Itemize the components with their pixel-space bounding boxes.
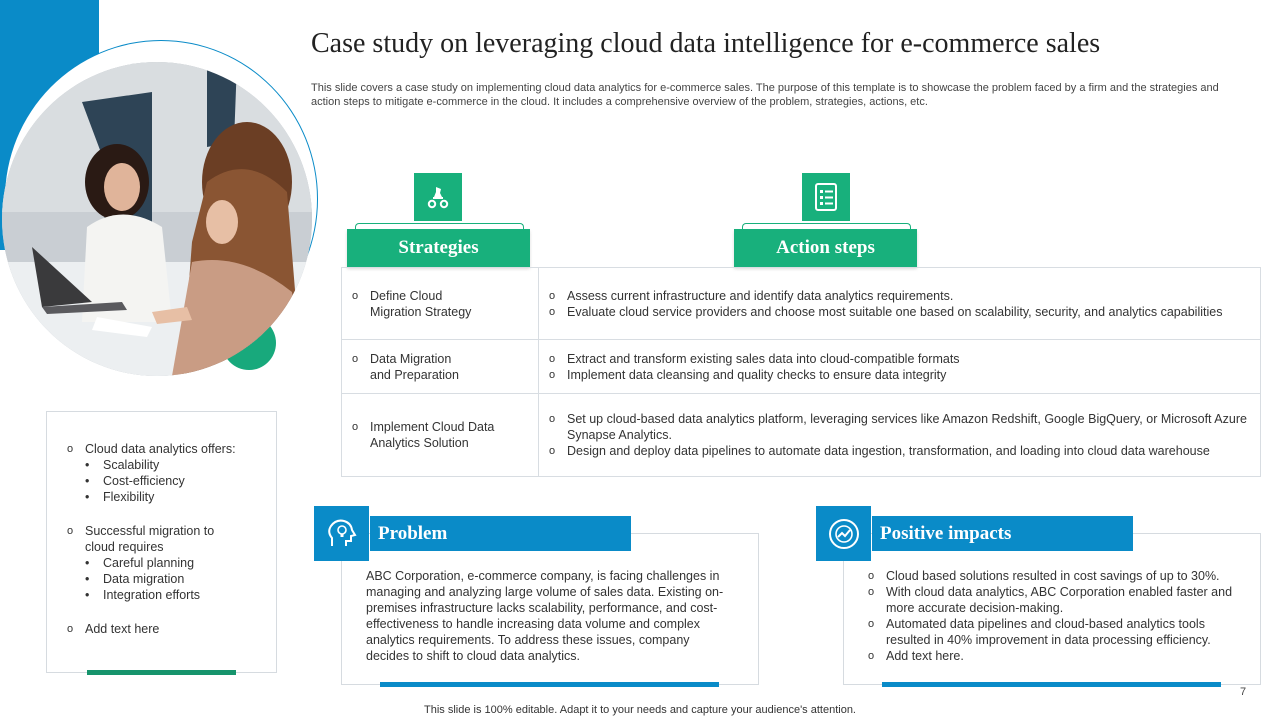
action-item: o Design and deploy data pipelines to automate data ingestion, transformation, and loading into cloud data warehouse [549,443,1250,459]
actions-cell [539,394,1261,477]
action-item: o Evaluate cloud service providers and choose most suitable one based on scalability, security, and analytics capabilities [549,304,1250,320]
team-photo [2,62,312,376]
problem-icon [314,506,369,561]
problem-card [341,533,759,685]
benefits-box [46,411,277,673]
strategy-line: Implement Cloud Data [370,420,495,434]
action-item: o Extract and transform existing sales data into cloud-compatible formats [549,351,1250,367]
group-label: o Add text here [67,621,266,637]
page-number: 7 [1240,686,1247,698]
action-item: o Implement data cleansing and quality checks to ensure data integrity [549,367,1250,383]
footer-note: This slide is 100% editable. Adapt it to your needs and capture your audience's attention. [424,704,856,716]
strategy-table [341,267,1261,477]
action-item: o Assess current infrastructure and identify data analytics requirements. [549,288,1250,304]
benefits-group [67,621,266,637]
action-item: o Set up cloud-based data analytics platform, leveraging services like Amazon Redshift, Google BigQuery, or Microsoft Azure Synapse Analytics. [549,411,1250,443]
strategy-cell [342,394,539,477]
problem-header: Problem [370,516,631,551]
table-row [342,268,1261,340]
page-title: Case study on leveraging cloud data intelligence for e-commerce sales [311,28,1101,59]
strategy-line: Analytics Solution [370,436,469,450]
group-label: o Cloud data analytics offers: [67,441,266,457]
impact-item: o Automated data pipelines and cloud-based analytics tools resulted in 40% improvement in data processing efficiency. [868,616,1246,648]
strategy-cell [342,340,539,394]
strategy-line: Data Migration [370,351,452,366]
list-item: • Data migration [85,571,266,587]
problem-underline [380,682,719,687]
strategies-icon [414,173,462,221]
problem-text: ABC Corporation, e-commerce company, is facing challenges in managing and analyzing large volume of sales data. Existing on-premises infrastructure lacks scalability, performance, and cost-effectiveness to handle increasing data volume and complex analytics requirements. To address these issues, company decides to shift to cloud data analytics. [366,569,724,663]
actions-cell [539,340,1261,394]
strategy-line: Migration Strategy [370,304,472,319]
table-row [342,340,1261,394]
list-item: • Integration efforts [85,587,266,603]
action-steps-icon [802,173,850,221]
benefits-underline [87,670,236,675]
table-row [342,394,1261,477]
actions-cell [539,268,1261,340]
impact-item: o Add text here. [868,648,1246,664]
list-item: • Careful planning [85,555,266,571]
impacts-card [843,533,1261,685]
impacts-icon [816,506,871,561]
list-item: • Flexibility [85,489,266,505]
group-label: o Successful migration to cloud requires [67,523,235,555]
benefits-group [67,441,266,505]
action-steps-header: Action steps [734,229,917,267]
strategy-line: and Preparation [370,367,459,382]
list-item: • Scalability [85,457,266,473]
benefits-group [67,523,266,603]
impacts-header: Positive impacts [872,516,1133,551]
impact-item: o Cloud based solutions resulted in cost savings of up to 30%. [868,568,1246,584]
strategy-cell [342,268,539,340]
strategy-line: Define Cloud [370,288,443,303]
page-description: This slide covers a case study on implementing cloud data analytics for e-commerce sales. The purpose of this template is to showcase the problem faced by a firm and the strategies and action steps to mitigate e-commerce in the cloud. It includes a comprehensive overview of the problem, strategies, actions, etc. [311,82,1219,108]
list-item: • Cost-efficiency [85,473,266,489]
impact-item: o With cloud data analytics, ABC Corporation enabled faster and more accurate decision-making. [868,584,1246,616]
strategies-header: Strategies [347,229,530,267]
impacts-underline [882,682,1221,687]
